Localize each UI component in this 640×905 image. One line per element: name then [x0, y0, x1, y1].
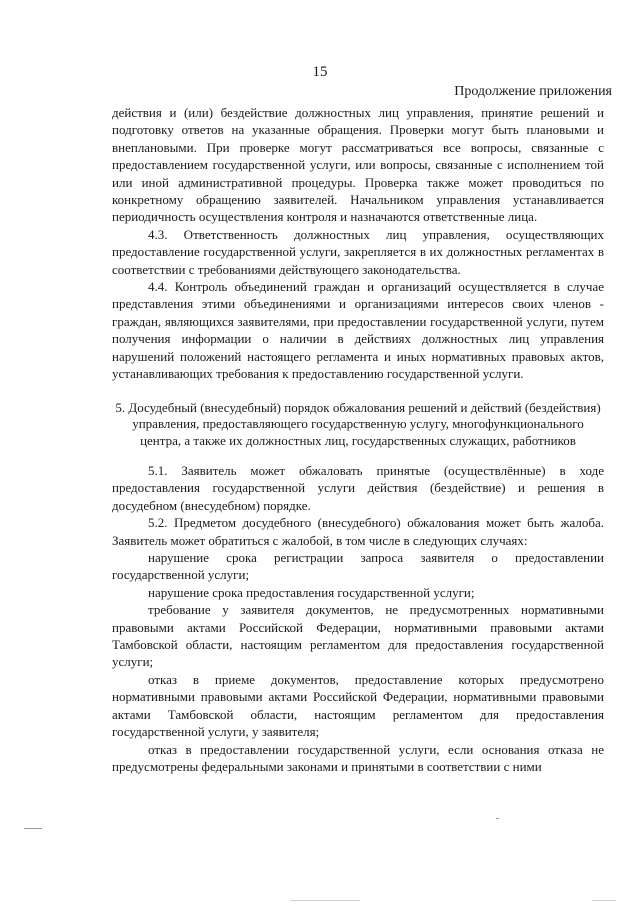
section-5-heading: 5. Досудебный (внесудебный) порядок обжалования решений и действий (бездействия) управления, предоставляющего государственную услугу, многофункционального центра, а также их должностных лиц, государственных служащих, работников	[115, 399, 601, 448]
paragraph-5-1: 5.1. Заявитель может обжаловать принятые (осуществлённые) в ходе предоставления государственной услуги действия (бездействие) и решения в досудебном (внесудебном) порядке.	[112, 463, 604, 513]
paragraph-4-4: 4.4. Контроль объединений граждан и организаций осуществляется в случае представления этими объединениями и организациями интересов своих членов - граждан, являющихся заявителями, при предоставлении государственной услуги, путем получения информации о наличии в действиях должностных лиц управления нарушений положений настоящего регламента и иных нормативных правовых актов, устанавливающих требования к предоставлению государственной услуги.	[112, 279, 604, 382]
list-item-service-refusal: отказ в предоставлении государственной услуги, если основания отказа не предусмотрены федеральными законами и принятыми в соответствии с ними	[112, 741, 604, 774]
paragraph-5-2: 5.2. Предметом досудебного (внесудебного) обжалования может быть жалоба. Заявитель может обратиться с жалобой, в том числе в следующих случаях:	[112, 515, 604, 548]
continuation-label: Продолжение приложения	[454, 84, 612, 99]
scan-speck	[24, 828, 42, 829]
list-item-service-deadline: нарушение срока предоставления государственной услуги;	[148, 584, 475, 600]
body-text	[112, 104, 604, 775]
paragraph-continued-text: действия и (или) бездействие должностных лиц управления, принятие решений и подготовку ответов на указанные обращения. Проверки могут быть плановыми и внеплановыми. При проверке могут рассматриваться все вопросы, связанные с предоставлением государственной услуги, или вопросы, связанные с исполнением той или иной административной процедуры. Проверка также может проводиться по конкретному обращению заявителей. Начальником управления устанавливается периодичность осуществления контроля и назначаются ответственные лица.	[112, 105, 604, 225]
list-item-registration-deadline: нарушение срока регистрации запроса заявителя о предоставлении государственной услуги;	[112, 550, 604, 583]
scan-speck	[496, 818, 499, 819]
list-item-document-refusal: отказ в приеме документов, предоставление которых предусмотрено нормативными правовыми актами Российской Федерации, нормативными правовыми актами Тамбовской области, настоящим регламентом для предоставления государственной услуги, у заявителя;	[112, 671, 604, 740]
list-item-extra-documents: требование у заявителя документов, не предусмотренных нормативными правовыми актами Российской Федерации, нормативными правовыми актами Тамбовской области, настоящим регламентом для предоставления государственной услуги;	[112, 602, 604, 670]
page-number: 15	[312, 64, 328, 80]
scan-speck	[290, 900, 360, 901]
scan-speck	[592, 900, 616, 901]
paragraph-4-3: 4.3. Ответственность должностных лиц управления, осуществляющих предоставление государственной услуги, закрепляется в их должностных регламентах в соответствии с требованиями действующего законодательства.	[112, 226, 604, 277]
